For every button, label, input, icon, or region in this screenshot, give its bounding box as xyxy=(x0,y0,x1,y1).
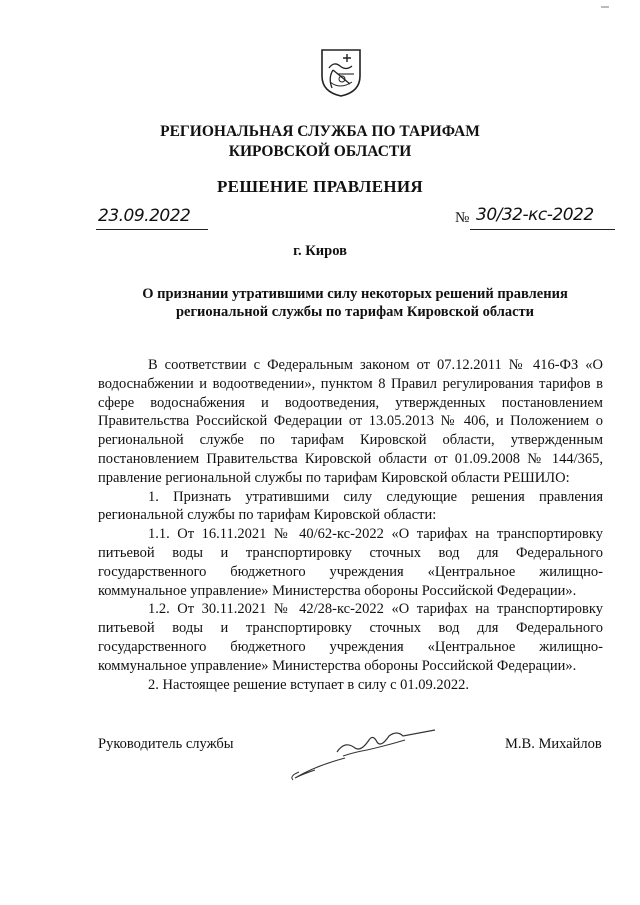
clause-1: 1. Признать утратившими силу следующие решения правления региональной службы по тарифам Кировской области: xyxy=(98,488,603,524)
signatory-position: Руководитель службы xyxy=(98,736,234,752)
subject-line2: региональной службы по тарифам Кировской области xyxy=(175,304,535,320)
corner-mark xyxy=(600,4,610,10)
document-body xyxy=(98,356,603,694)
organization-name-line1: РЕГИОНАЛЬНАЯ СЛУЖБА ПО ТАРИФАМ xyxy=(160,123,480,140)
clause-2: 2. Настоящее решение вступает в силу с 01.09.2022. xyxy=(148,676,470,693)
coat-of-arms-icon xyxy=(320,48,362,98)
document-date: 23.09.2022 xyxy=(98,206,191,226)
city: г. Киров xyxy=(293,243,347,259)
document-number: 30/32-кс-2022 xyxy=(476,205,594,225)
handwritten-signature xyxy=(285,722,440,784)
signatory-name: М.В. Михайлов xyxy=(505,736,602,752)
organization-name-line2: КИРОВСКОЙ ОБЛАСТИ xyxy=(228,143,412,160)
preamble-paragraph: В соответствии с Федеральным законом от 07.12.2011 № 416-ФЗ «О водоснабжении и водоотведении», пунктом 8 Правил регулирования тарифов в сфере водоснабжения и водоотведения, утвержденных постановлением Правительства Российской Федерации от 13.05.2013 № 406, и Положением о региональной службе по тарифам Кировской области, утвержденным постановлением Правительства Кировской области от 01.09.2008 № 144/365, правление региональной службы по тарифам Кировской области РЕШИЛО: xyxy=(98,357,603,486)
document-title: РЕШЕНИЕ ПРАВЛЕНИЯ xyxy=(217,177,423,196)
subject-line1: О признании утратившими силу некоторых решений правления xyxy=(142,286,568,302)
document-subject xyxy=(120,285,590,321)
date-underline xyxy=(96,229,208,230)
clause-1-1: 1.1. От 16.11.2021 № 40/62-кс-2022 «О тарифах на транспортировку питьевой воды и транспортировку сточных вод для Федерального государственного бюджетного учреждения «Центральное жилищно-коммунальное управление» Министерства обороны Российской Федерации». xyxy=(98,526,603,599)
clause-1-2: 1.2. От 30.11.2021 № 42/28-кс-2022 «О тарифах на транспортировку питьевой воды и транспортировку сточных вод для Федерального государственного бюджетного учреждения «Центральное жилищно-коммунальное управление» Министерства обороны Российской Федерации». xyxy=(98,601,603,674)
number-sign: № xyxy=(455,210,470,226)
number-underline xyxy=(470,229,615,230)
